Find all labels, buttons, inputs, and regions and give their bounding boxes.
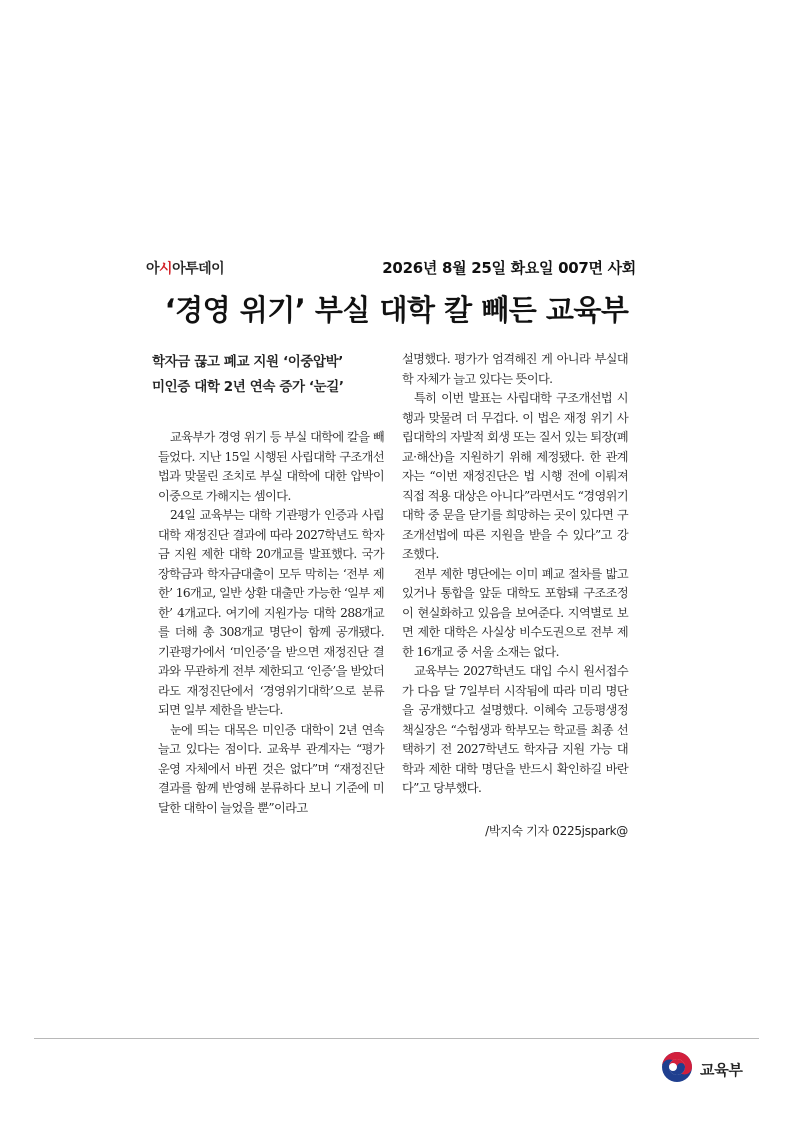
- article-byline: /박지숙 기자 0225jspark@: [485, 824, 628, 838]
- paragraph: 교육부가 경영 위기 등 부실 대학에 칼을 빼들었다. 지난 15일 시행된 사립대학 구조개선법과 맞물린 조치로 부실 대학에 대한 압박이 이중으로 가해지는 셈이다.: [158, 430, 384, 503]
- newspaper-logo: [146, 258, 224, 278]
- paragraph-continued: 설명했다. 평가가 엄격해진 게 아니라 부실대학 자체가 늘고 있다는 뜻이다.: [402, 352, 628, 386]
- paper-name-prefix: 아: [146, 261, 160, 277]
- issue-info: 2026년 8월 25일 화요일 007면 사회: [382, 259, 636, 277]
- paragraph: 특히 이번 발표는 사립대학 구조개선법 시행과 맞물려 더 무겁다. 이 법은 재정 위기 사립대학의 자발적 회생 또는 질서 있는 퇴장(폐교·해산)을 지원하기 위해 제정됐다. 한 관계자는 “이번 재정진단은 법 시행 전에 이뤄져 직접 적용 대상은 아니다”라면서도 “경영위기대학 중 문을 닫기를 희망하는 곳이 있다면 구조개선법에 따른 지원을 받을 수 있다”고 강조했다.: [402, 391, 628, 561]
- paragraph: 24일 교육부는 대학 기관평가 인증과 사립대학 재정진단 결과에 따라 2027학년도 학자금 지원 제한 대학 20개교를 발표했다. 국가장학금과 학자금대출이 모두 막히는 ‘전부 제한’ 16개교, 일반 상환 대출만 가능한 ‘일부 제한’ 4개교다. 여기에 지원가능 대학 288개교를 더해 총 308개교 명단이 함께 공개됐다. 기관평가에서 ‘미인증’을 받으면 재정진단 결과와 무관하게 전부 제한되고 ‘인증’을 받았더라도 재정진단에서 ‘경영위기대학’으로 분류되면 일부 제한을 받는다.: [158, 508, 384, 717]
- paragraph: 전부 제한 명단에는 이미 폐교 절차를 밟고 있거나 통합을 앞둔 대학도 포함돼 구조조정이 현실화하고 있음을 보여준다. 지역별로 보면 제한 대학은 사실상 비수도권으로 전부 제한 16개교 중 서울 소재는 없다.: [402, 566, 628, 659]
- ministry-logo: [660, 1052, 743, 1086]
- article-subheads: [152, 350, 402, 400]
- article-column-left: [158, 428, 384, 818]
- masthead: [146, 258, 636, 280]
- paper-name-accent: 시: [159, 261, 173, 277]
- taegeuk-emblem-icon: [660, 1050, 694, 1088]
- footer-divider: [34, 1038, 759, 1039]
- paragraph: 교육부는 2027학년도 대입 수시 원서접수가 다음 달 7일부터 시작됨에 따라 미리 명단을 공개했다고 설명했다. 이혜숙 고등평생정책실장은 “수험생과 학부모는 학교를 최종 선택하기 전 2027학년도 학자금 지원 가능 대학과 제한 대학 명단을 반드시 확인하길 바란다”고 당부했다.: [402, 664, 628, 795]
- subhead-line: 미인증 대학 2년 연속 증가 ‘눈길’: [152, 379, 344, 395]
- article-column-right: [402, 350, 628, 799]
- subhead-line: 학자금 끊고 폐교 지원 ‘이중압박’: [152, 354, 343, 370]
- paper-name-suffix: 아투데이: [172, 261, 225, 277]
- paragraph: 눈에 띄는 대목은 미인증 대학이 2년 연속 늘고 있다는 점이다. 교육부 관계자는 “평가 운영 자체에서 바뀐 것은 없다”며 “재정진단 결과를 함께 반영해 분류하다 보니 기준에 미달한 대학이 늘었을 뿐”이라고: [158, 722, 384, 815]
- ministry-name: 교육부: [700, 1060, 743, 1079]
- article-headline: ‘경영 위기’ 부실 대학 칼 빼든 교육부: [164, 293, 629, 327]
